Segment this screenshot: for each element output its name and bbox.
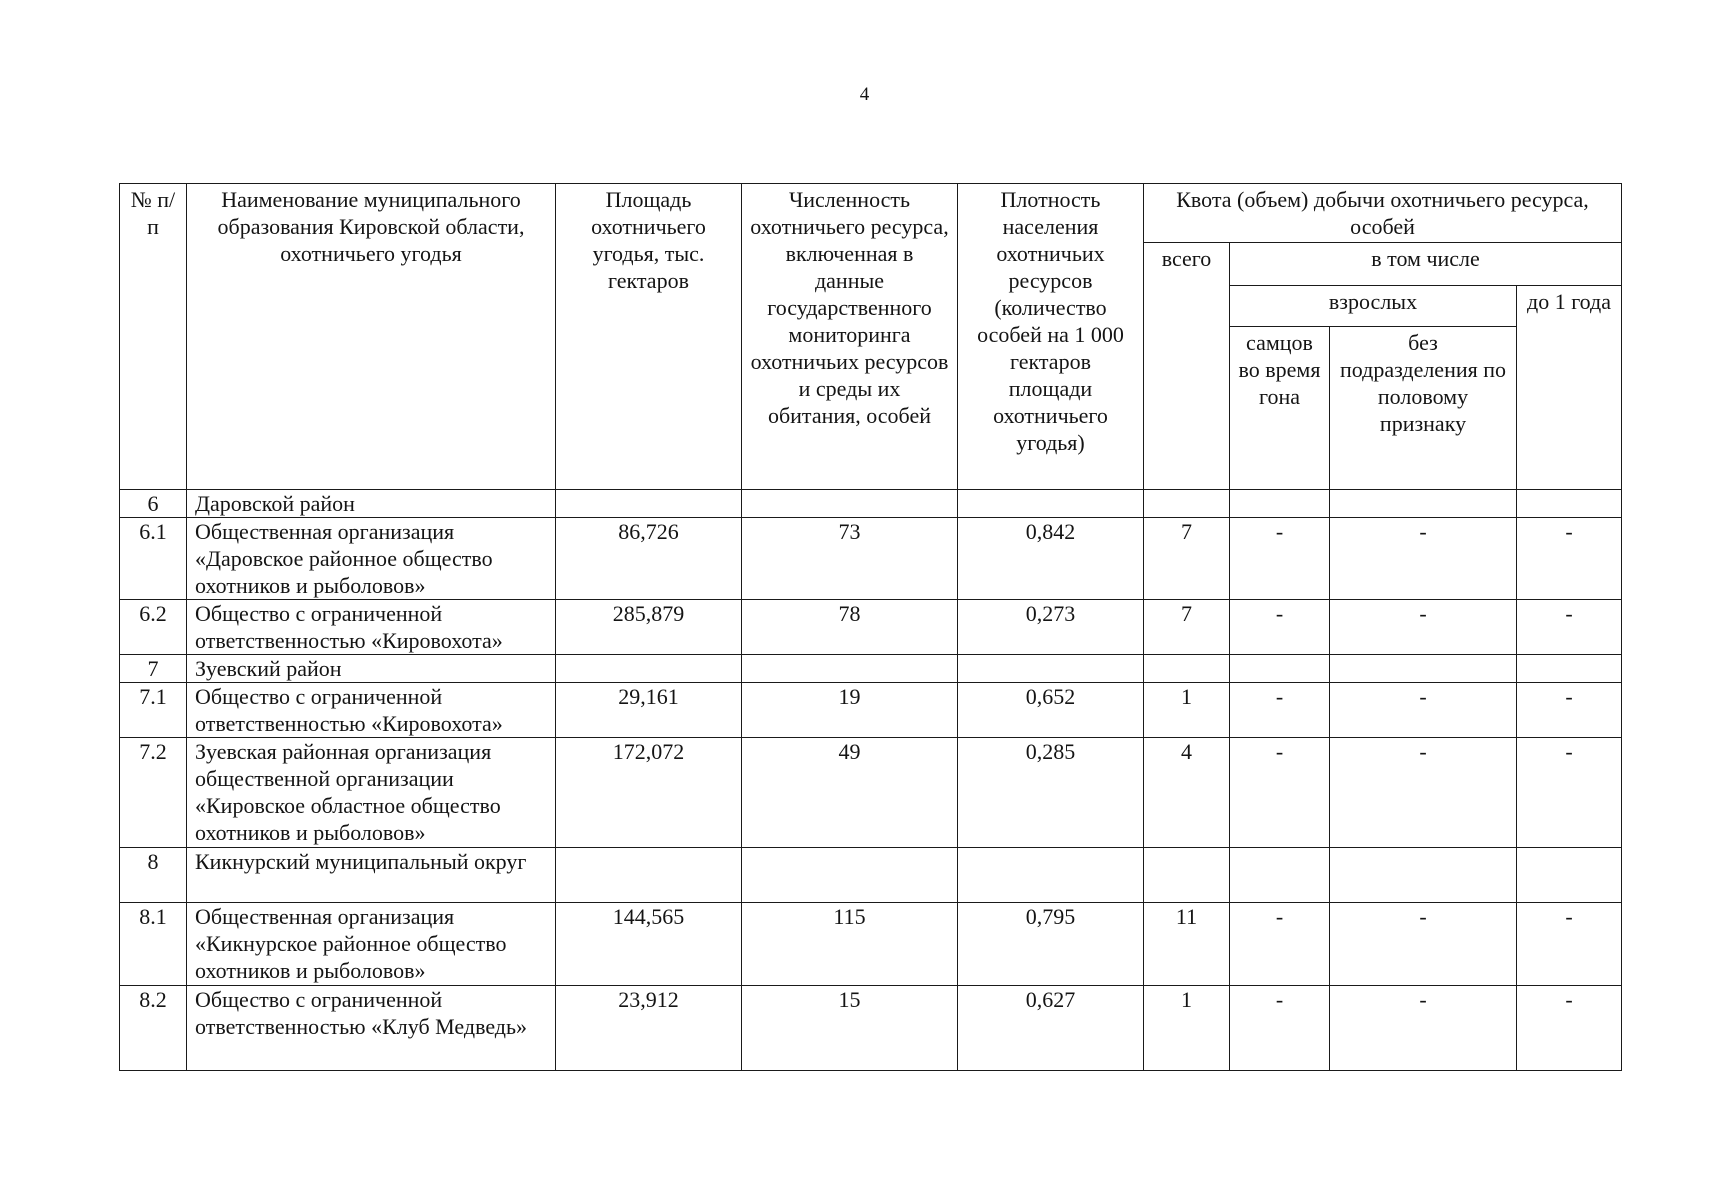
hunting-quota-table bbox=[119, 183, 1622, 1071]
row-males-rut: - bbox=[1230, 986, 1330, 1071]
header-row-1 bbox=[120, 184, 1622, 243]
row-total: 11 bbox=[1144, 903, 1230, 986]
empty-cell bbox=[1330, 848, 1517, 903]
row-count: 78 bbox=[742, 600, 958, 655]
table-row bbox=[120, 903, 1622, 986]
row-name: Даровской район bbox=[187, 490, 556, 518]
empty-cell bbox=[742, 655, 958, 683]
row-count: 19 bbox=[742, 683, 958, 738]
row-under-year: - bbox=[1517, 518, 1622, 600]
row-density: 0,652 bbox=[958, 683, 1144, 738]
empty-cell bbox=[556, 490, 742, 518]
table-row bbox=[120, 738, 1622, 848]
row-under-year: - bbox=[1517, 738, 1622, 848]
row-no-sex: - bbox=[1330, 518, 1517, 600]
row-count: 49 bbox=[742, 738, 958, 848]
row-males-rut: - bbox=[1230, 683, 1330, 738]
section-row bbox=[120, 848, 1622, 903]
table-row bbox=[120, 600, 1622, 655]
header-name: Наименование муниципального образования Кировской области, охотничьего угодья bbox=[187, 184, 556, 490]
header-adults: взрослых bbox=[1230, 286, 1517, 327]
row-area: 29,161 bbox=[556, 683, 742, 738]
row-no-sex: - bbox=[1330, 903, 1517, 986]
row-no: 6 bbox=[120, 490, 187, 518]
empty-cell bbox=[1517, 490, 1622, 518]
row-males-rut: - bbox=[1230, 903, 1330, 986]
row-under-year: - bbox=[1517, 683, 1622, 738]
header-quota: Квота (объем) добычи охотничьего ресурса, особей bbox=[1144, 184, 1622, 243]
empty-cell bbox=[1517, 848, 1622, 903]
table-row bbox=[120, 683, 1622, 738]
row-no: 7.2 bbox=[120, 738, 187, 848]
table-row bbox=[120, 986, 1622, 1071]
empty-cell bbox=[1330, 490, 1517, 518]
row-no: 7 bbox=[120, 655, 187, 683]
row-name: Общественная организация «Кикнурское районное общество охотников и рыболовов» bbox=[187, 903, 556, 986]
empty-cell bbox=[742, 490, 958, 518]
empty-cell bbox=[556, 848, 742, 903]
empty-cell bbox=[1517, 655, 1622, 683]
empty-cell bbox=[1330, 655, 1517, 683]
row-total: 1 bbox=[1144, 683, 1230, 738]
row-name: Общество с ограниченной ответственностью «Кировохота» bbox=[187, 683, 556, 738]
row-no: 8.2 bbox=[120, 986, 187, 1071]
row-total: 7 bbox=[1144, 600, 1230, 655]
row-count: 73 bbox=[742, 518, 958, 600]
row-total: 4 bbox=[1144, 738, 1230, 848]
row-count: 115 bbox=[742, 903, 958, 986]
row-under-year: - bbox=[1517, 600, 1622, 655]
header-males-rut: самцов во время гона bbox=[1230, 327, 1330, 490]
header-under-year: до 1 года bbox=[1517, 286, 1622, 490]
page-number: 4 bbox=[859, 84, 870, 105]
row-males-rut: - bbox=[1230, 738, 1330, 848]
empty-cell bbox=[1230, 848, 1330, 903]
header-no: № п/п bbox=[120, 184, 187, 490]
row-males-rut: - bbox=[1230, 518, 1330, 600]
empty-cell bbox=[1144, 848, 1230, 903]
row-density: 0,842 bbox=[958, 518, 1144, 600]
row-no-sex: - bbox=[1330, 738, 1517, 848]
empty-cell bbox=[1144, 490, 1230, 518]
table-row bbox=[120, 518, 1622, 600]
header-no-sex: без подразделения по половому признаку bbox=[1330, 327, 1517, 490]
empty-cell bbox=[1230, 490, 1330, 518]
row-name: Общество с ограниченной ответственностью «Клуб Медведь» bbox=[187, 986, 556, 1071]
row-no-sex: - bbox=[1330, 683, 1517, 738]
row-total: 7 bbox=[1144, 518, 1230, 600]
header-density: Плотность населения охотничьих ресурсов (количество особей на 1 000 гектаров площади охотничьего угодья) bbox=[958, 184, 1144, 490]
row-density: 0,285 bbox=[958, 738, 1144, 848]
row-no: 7.1 bbox=[120, 683, 187, 738]
row-no: 6.1 bbox=[120, 518, 187, 600]
row-area: 172,072 bbox=[556, 738, 742, 848]
section-row bbox=[120, 655, 1622, 683]
empty-cell bbox=[1230, 655, 1330, 683]
row-males-rut: - bbox=[1230, 600, 1330, 655]
empty-cell bbox=[958, 490, 1144, 518]
row-name: Кикнурский муниципальный округ bbox=[187, 848, 556, 903]
row-name: Зуевская районная организация общественной организации «Кировское областное общество охотников и рыболовов» bbox=[187, 738, 556, 848]
row-under-year: - bbox=[1517, 986, 1622, 1071]
row-no: 8 bbox=[120, 848, 187, 903]
row-area: 144,565 bbox=[556, 903, 742, 986]
row-count: 15 bbox=[742, 986, 958, 1071]
row-name: Зуевский район bbox=[187, 655, 556, 683]
row-no-sex: - bbox=[1330, 986, 1517, 1071]
row-density: 0,627 bbox=[958, 986, 1144, 1071]
row-no: 6.2 bbox=[120, 600, 187, 655]
empty-cell bbox=[958, 848, 1144, 903]
empty-cell bbox=[742, 848, 958, 903]
row-density: 0,795 bbox=[958, 903, 1144, 986]
row-name: Общественная организация «Даровское районное общество охотников и рыболовов» bbox=[187, 518, 556, 600]
empty-cell bbox=[556, 655, 742, 683]
header-including: в том числе bbox=[1230, 243, 1622, 286]
row-no: 8.1 bbox=[120, 903, 187, 986]
row-total: 1 bbox=[1144, 986, 1230, 1071]
header-count: Численность охотничьего ресурса, включенная в данные государственного мониторинга охотничьих ресурсов и среды их обитания, особей bbox=[742, 184, 958, 490]
header-total: всего bbox=[1144, 243, 1230, 490]
empty-cell bbox=[1144, 655, 1230, 683]
row-area: 86,726 bbox=[556, 518, 742, 600]
row-area: 23,912 bbox=[556, 986, 742, 1071]
row-under-year: - bbox=[1517, 903, 1622, 986]
row-name: Общество с ограниченной ответственностью «Кировохота» bbox=[187, 600, 556, 655]
row-density: 0,273 bbox=[958, 600, 1144, 655]
section-row bbox=[120, 490, 1622, 518]
empty-cell bbox=[958, 655, 1144, 683]
row-area: 285,879 bbox=[556, 600, 742, 655]
header-area: Площадь охотничьего угодья, тыс. гектаров bbox=[556, 184, 742, 490]
row-no-sex: - bbox=[1330, 600, 1517, 655]
